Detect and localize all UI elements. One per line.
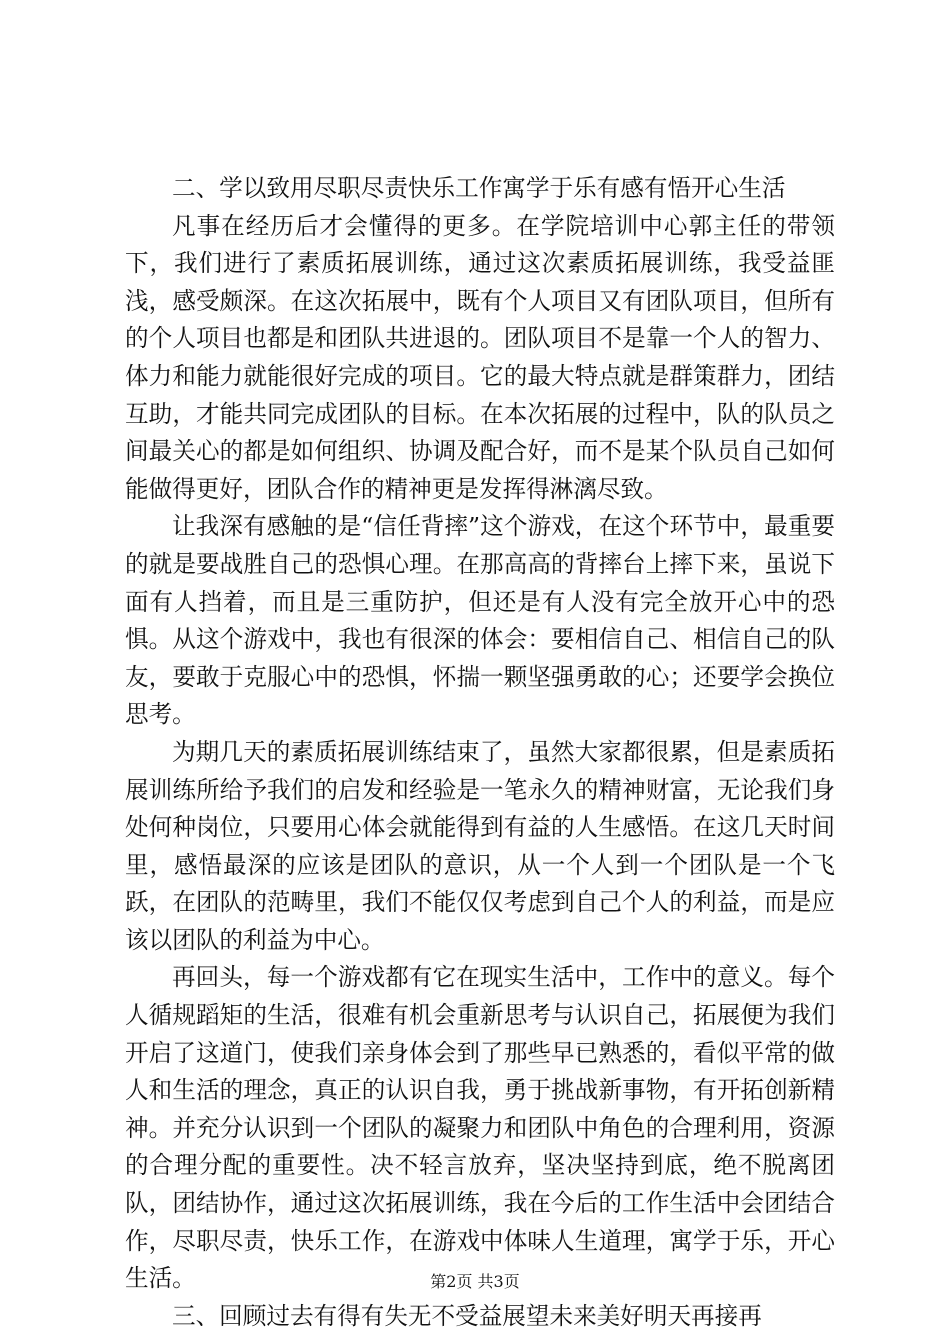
body-paragraph: 为期几天的素质拓展训练结束了，虽然大家都很累，但是素质拓展训练所给予我们的启发和经验是一笔永久的精神财富，无论我们身处何种岗位，只要用心体会就能得到有益的人生感悟。在这几天时间里，感悟最深的应该是团队的意识，从一个人到一个团队是一个飞跃，在团队的范畴里，我们不能仅仅考虑到自己个人的利益，而是应该以团队的利益为中心。 <box>125 737 835 954</box>
body-paragraph: 让我深有感触的是“信任背摔”这个游戏，在这个环节中，最重要的就是要战胜自己的恐惧心理。在那高高的背摔台上摔下来，虽说下面有人挡着，而且是三重防护，但还是有人没有完全放开心中的恐惧。从这个游戏中，我也有很深的体会：要相信自己、相信自己的队友，要敢于克服心中的恐惧，怀揣一颗坚强勇敢的心；还要学会换位思考。 <box>125 512 835 729</box>
document-body <box>125 170 835 1335</box>
body-paragraph: 再回头，每一个游戏都有它在现实生活中，工作中的意义。每个人循规蹈矩的生活，很难有机会重新思考与认识自己，拓展便为我们开启了这道门，使我们亲身体会到了那些早已熟悉的，看似平常的做人和生活的理念，真正的认识自我，勇于挑战新事物，有开拓创新精神。并充分认识到一个团队的凝聚力和团队中角色的合理利用，资源的合理分配的重要性。决不轻言放弃，坚决坚持到底，绝不脱离团队，团结协作，通过这次拓展训练，我在今后的工作生活中会团结合作，尽职尽责，快乐工作，在游戏中体味人生道理，寓学于乐，开心生活。 <box>125 963 835 1293</box>
page-number-footer: 第2页 共3页 <box>430 1272 520 1291</box>
section-heading: 三、回顾过去有得有失无不受益展望未来美好明天再接再 <box>172 1301 762 1330</box>
body-paragraph: 凡事在经历后才会懂得的更多。在学院培训中心郭主任的带领下，我们进行了素质拓展训练，通过这次素质拓展训练，我受益匪浅，感受颇深。在这次拓展中，既有个人项目又有团队项目，但所有的个人项目也都是和团队共进退的。团队项目不是靠一个人的智力、体力和能力就能很好完成的项目。它的最大特点就是群策群力，团结互助，才能共同完成团队的目标。在本次拓展的过程中，队的队员之间最关心的都是如何组织、协调及配合好，而不是某个队员自己如何能做得更好，团队合作的精神更是发挥得淋漓尽致。 <box>125 211 835 503</box>
section-heading: 二、学以致用尽职尽责快乐工作寓学于乐有感有悟开心生活 <box>172 174 786 202</box>
